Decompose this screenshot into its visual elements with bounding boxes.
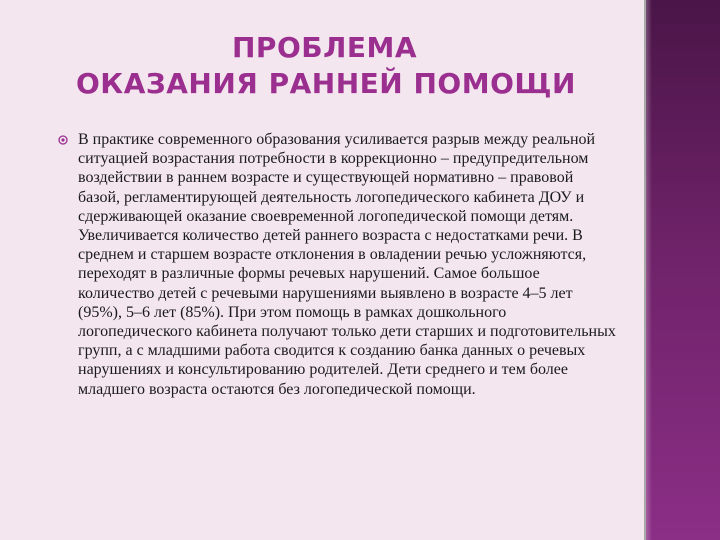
- bullet-item: [58, 130, 618, 399]
- slide-body: [58, 130, 618, 399]
- title-line-2: ОКАЗАНИЯ РАННЕЙ ПОМОЩИ: [76, 67, 576, 100]
- circle-bullet-icon: [58, 135, 68, 145]
- decorative-side-band: [644, 0, 720, 540]
- bullet-text: В практике современного образования усиливается разрыв между реальной ситуацией возрастания потребности в коррекционно – предупредительном воздействии в раннем возрасте и существующей нормативно – правовой базой, регламентирующей деятельность логопедического кабинета ДОУ и сдерживающей оказание своевременной логопедической помощи детям. Увеличивается количество детей раннего возраста с недостатками речи. В среднем и старшем возрасте отклонения в овладении речью усложняются, переходят в различные формы речевых нарушений. Самое большое количество детей с речевыми нарушениями выявлено в возрасте 4–5 лет (95%), 5–6 лет (85%). При этом помощь в рамках дошкольного логопедического кабинета получают только дети старших и подготовительных групп, а с младшими работа сводится к созданию банка данных о речевых нарушениях и консультированию родителей. Дети среднего и тем более младшего возраста остаются без логопедической помощи.: [78, 131, 616, 398]
- title-line-1: ПРОБЛЕМА: [232, 31, 418, 64]
- slide-title: [76, 30, 636, 102]
